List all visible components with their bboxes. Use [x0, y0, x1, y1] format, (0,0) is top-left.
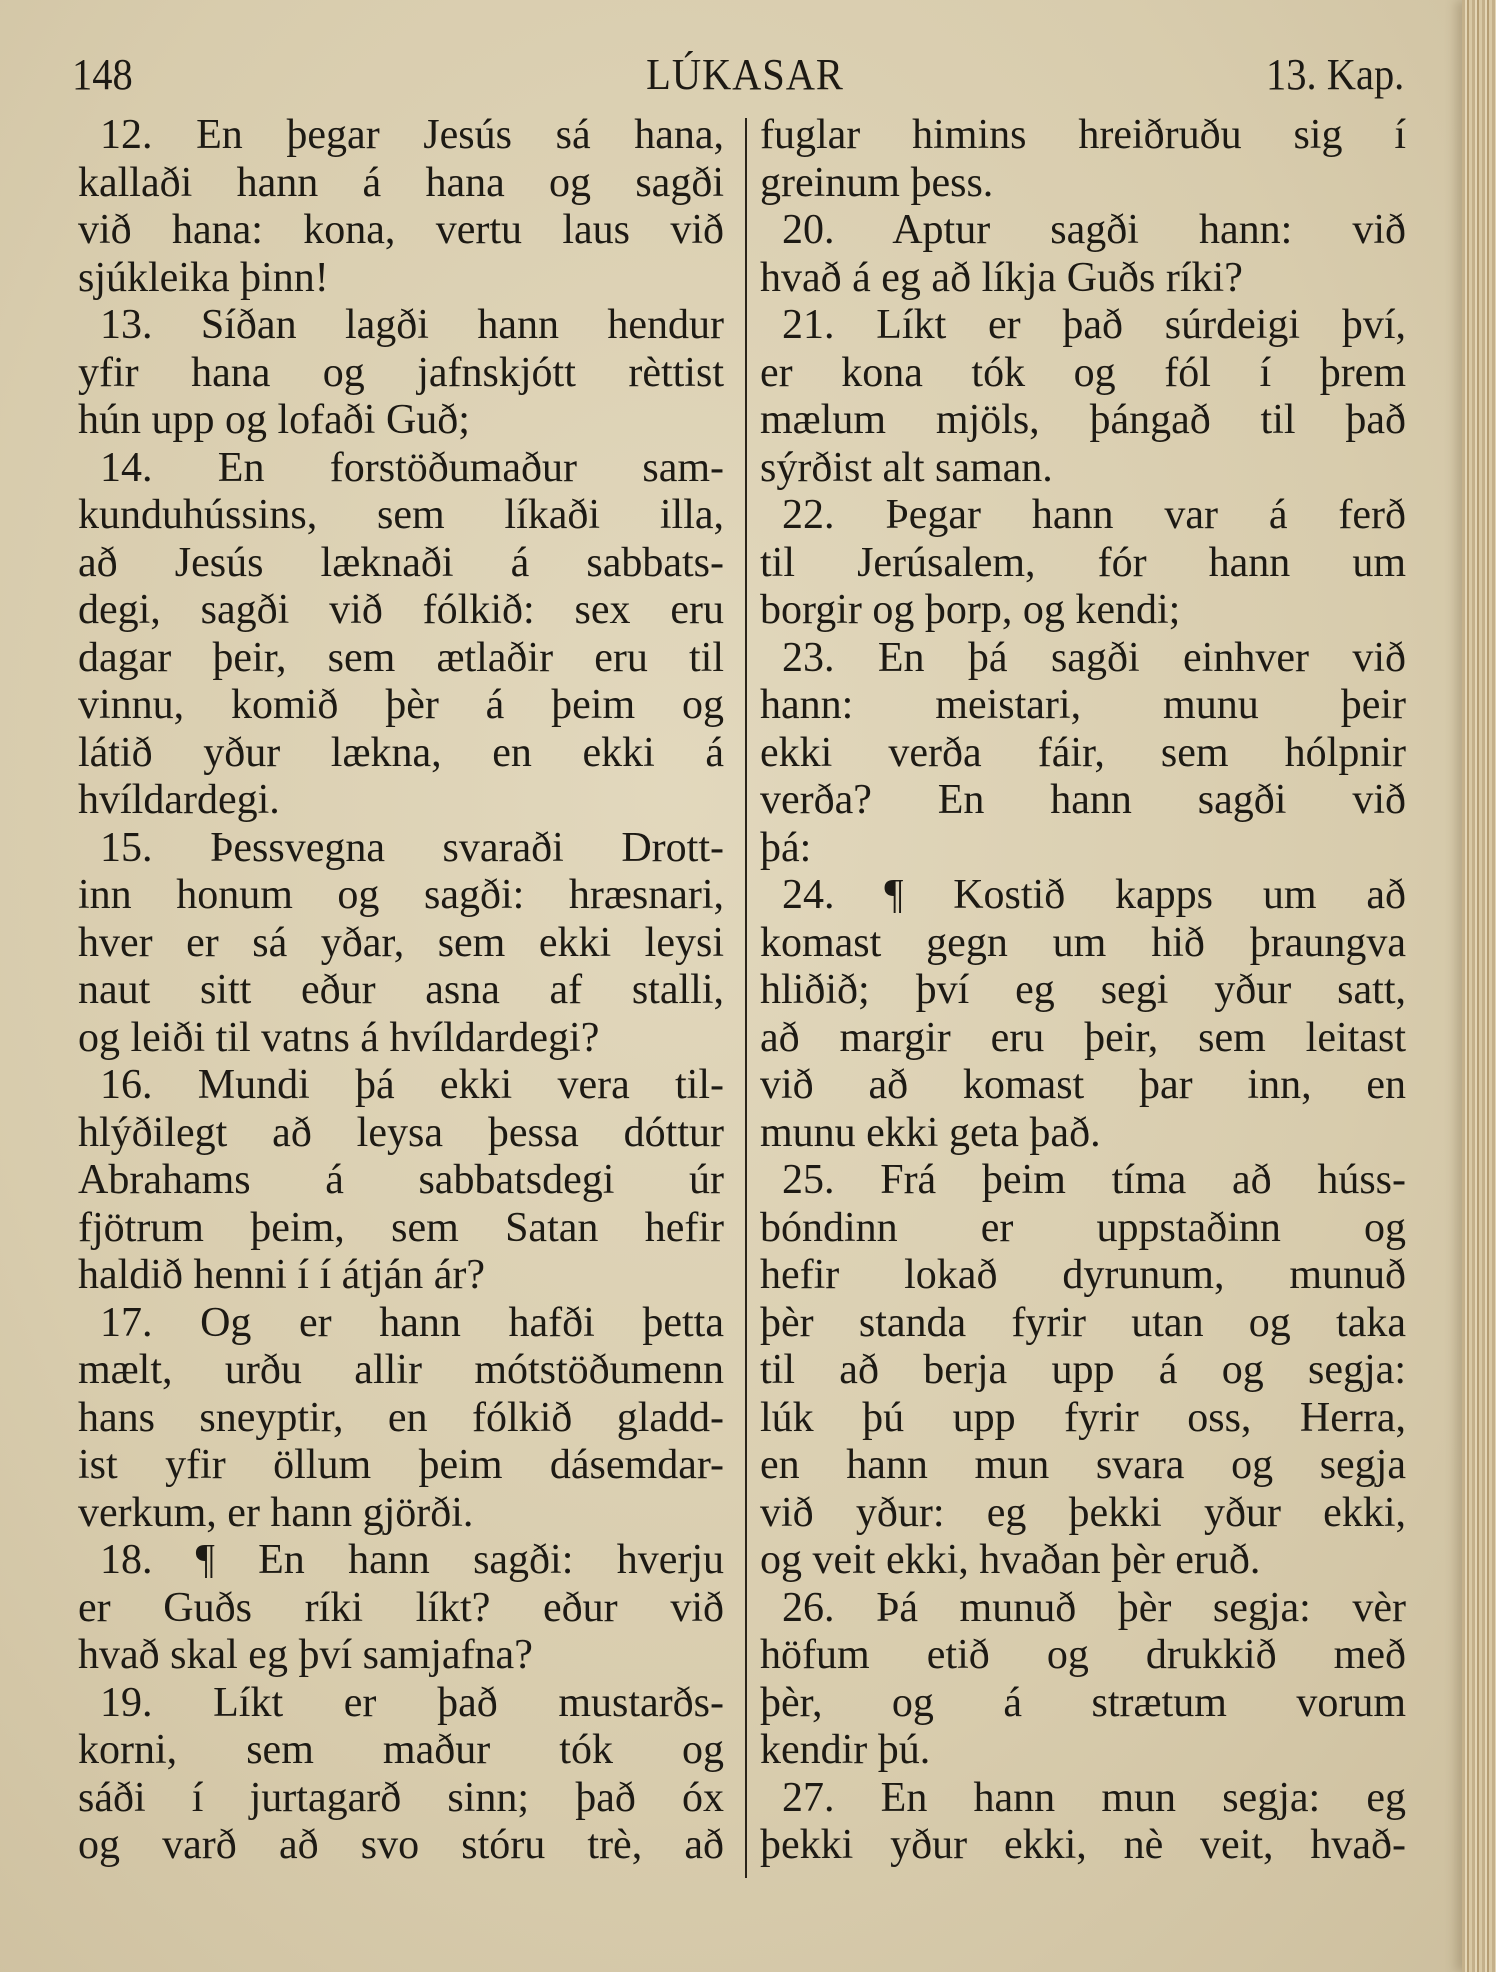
text-line: mælum mjöls, þángað til það	[760, 397, 1406, 443]
text-line: við hana: kona, vertu laus við	[78, 207, 724, 253]
text-line: komast gegn um hið þraungva	[760, 919, 1406, 966]
text-line: er Guðs ríki líkt? eður við	[78, 1584, 724, 1631]
text-line: Abrahams á sabbatsdegi úr	[78, 1157, 724, 1203]
text-line: hefir lokað dyrunum, munuð	[760, 1252, 1406, 1298]
text-line: látið yður lækna, en ekki á	[78, 729, 724, 776]
text-line: korni, sem maður tók og	[78, 1727, 724, 1773]
text-line: höfum etið og drukkið með	[760, 1632, 1406, 1678]
text-line: við að komast þar inn, en	[760, 1062, 1406, 1108]
verse-start-line: 24. ¶ Kostið kapps um að	[782, 872, 1406, 918]
text-line: yfir hana og jafnskjótt rèttist	[78, 349, 724, 396]
text-line: hlýðilegt að leysa þessa dóttur	[78, 1109, 724, 1156]
chapter-label: 13. Kap.	[1265, 50, 1404, 99]
text-line: vinnu, komið þèr á þeim og	[78, 682, 724, 728]
right-column	[760, 112, 1406, 1870]
text-line: til Jerúsalem, fór hann um	[760, 539, 1406, 586]
text-line: verkum, er hann gjörði.	[78, 1489, 474, 1536]
verse-start-line: 23. En þá sagði einhver við	[782, 634, 1406, 681]
text-line: ekki verða fáir, sem hólpnir	[760, 729, 1406, 776]
text-line: hvíldardegi.	[78, 777, 280, 823]
page-stack-edge	[1462, 0, 1496, 1972]
verse-start-line: 12. En þegar Jesús sá hana,	[100, 112, 724, 158]
text-line: verða? En hann sagði við	[760, 777, 1406, 823]
left-column	[78, 112, 724, 1870]
text-line: fuglar himins hreiðruðu sig í	[760, 112, 1406, 158]
column-divider	[745, 118, 747, 1878]
text-line: degi, sagði við fólkið: sex eru	[78, 587, 724, 633]
text-line: dagar þeir, sem ætlaðir eru til	[78, 634, 724, 681]
text-line: til að berja upp á og segja:	[760, 1347, 1406, 1393]
text-line: hliðið; því eg segi yður satt,	[760, 967, 1406, 1013]
text-line: lúk þú upp fyrir oss, Herra,	[760, 1394, 1406, 1441]
text-line: kunduhússins, sem líkaði illa,	[78, 492, 724, 538]
verse-start-line: 14. En forstöðumaður sam-	[100, 444, 724, 491]
verse-start-line: 19. Líkt er það mustarðs-	[100, 1679, 724, 1726]
text-line: kendir þú.	[760, 1727, 931, 1773]
text-line: naut sitt eður asna af stalli,	[78, 967, 724, 1013]
text-line: inn honum og sagði: hræsnari,	[78, 872, 724, 918]
text-line: hvað á eg að líkja Guðs ríki?	[760, 254, 1243, 301]
verse-start-line: 26. Þá munuð þèr segja: vèr	[782, 1584, 1406, 1631]
text-line: greinum þess.	[760, 159, 994, 206]
text-line: bóndinn er uppstaðinn og	[760, 1204, 1406, 1251]
text-line: þá:	[760, 824, 812, 871]
text-line: mælt, urðu allir mótstöðumenn	[78, 1347, 724, 1393]
verse-start-line: 15. Þessvegna svaraði Drott-	[100, 824, 724, 871]
text-line: borgir og þorp, og kendi;	[760, 587, 1181, 633]
text-line: fjötrum þeim, sem Satan hefir	[78, 1204, 724, 1251]
verse-start-line: 22. Þegar hann var á ferð	[782, 492, 1406, 538]
text-line: hver er sá yðar, sem ekki leysi	[78, 919, 724, 966]
text-line: munu ekki geta það.	[760, 1109, 1101, 1156]
text-line: og veit ekki, hvaðan þèr eruð.	[760, 1537, 1261, 1583]
text-line: sáði í jurtagarð sinn; það óx	[78, 1774, 724, 1821]
verse-start-line: 27. En hann mun segja: eg	[782, 1774, 1406, 1821]
verse-start-line: 21. Líkt er það súrdeigi því,	[782, 302, 1406, 348]
text-line: þèr, og á strætum vorum	[760, 1679, 1406, 1726]
verse-start-line: 20. Aptur sagði hann: við	[782, 207, 1406, 253]
running-title: LÚKASAR	[646, 50, 844, 99]
text-line: og varð að svo stóru trè, að	[78, 1822, 724, 1868]
verse-start-line: 13. Síðan lagði hann hendur	[100, 302, 724, 348]
text-line: er kona tók og fól í þrem	[760, 349, 1406, 396]
text-line: og leiði til vatns á hvíldardegi?	[78, 1014, 600, 1061]
text-line: hans sneyptir, en fólkið gladd-	[78, 1394, 724, 1441]
verse-start-line: 25. Frá þeim tíma að húss-	[782, 1157, 1406, 1203]
text-line: kallaði hann á hana og sagði	[78, 159, 724, 206]
verse-start-line: 17. Og er hann hafði þetta	[100, 1299, 724, 1346]
text-line: þekki yður ekki, nè veit, hvað-	[760, 1822, 1406, 1868]
text-line: haldið henni í í átján ár?	[78, 1252, 486, 1298]
text-line: að margir eru þeir, sem leitast	[760, 1014, 1406, 1061]
page-number: 148	[72, 50, 133, 99]
text-line: hún upp og lofaði Guð;	[78, 397, 470, 443]
verse-start-line: 16. Mundi þá ekki vera til-	[100, 1062, 724, 1108]
text-line: að Jesús læknaði á sabbats-	[78, 539, 724, 586]
text-line: hann: meistari, munu þeir	[760, 682, 1406, 728]
text-line: þèr standa fyrir utan og taka	[760, 1299, 1406, 1346]
text-line: sýrðist alt saman.	[760, 444, 1053, 491]
verse-start-line: 18. ¶ En hann sagði: hverju	[100, 1537, 724, 1583]
text-line: ist yfir öllum þeim dásemdar-	[78, 1442, 724, 1488]
text-line: en hann mun svara og segja	[760, 1442, 1406, 1488]
text-line: sjúkleika þinn!	[78, 254, 329, 301]
text-line: hvað skal eg því samjafna?	[78, 1632, 533, 1678]
text-line: við yður: eg þekki yður ekki,	[760, 1489, 1406, 1536]
